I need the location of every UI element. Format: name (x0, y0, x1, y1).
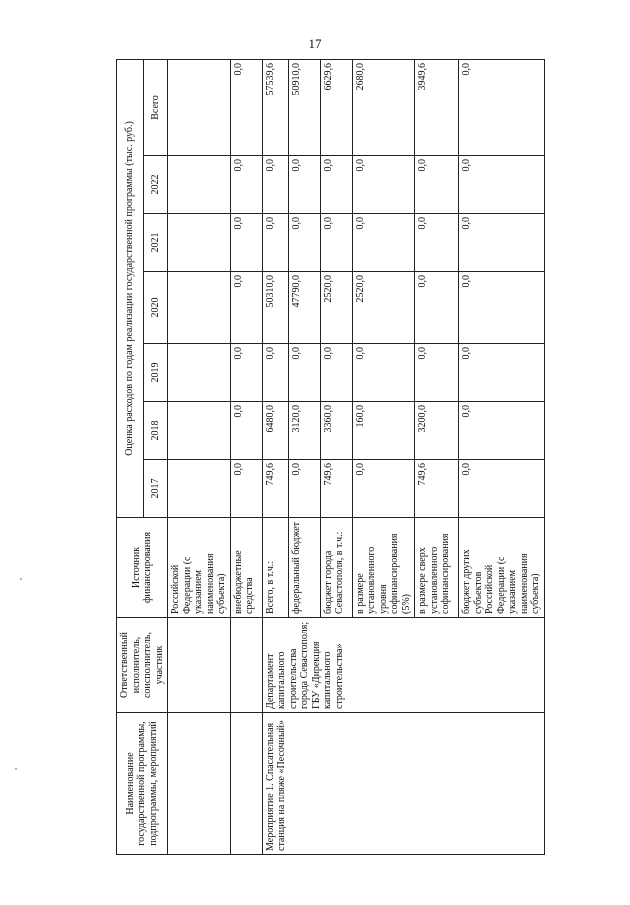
cell-responsible-empty (168, 618, 231, 713)
budget-table (116, 59, 545, 855)
table-row (168, 59, 231, 854)
cell-value: 0,0 (320, 156, 352, 214)
cell-value: 0,0 (415, 272, 459, 344)
cell-value: 0,0 (230, 344, 262, 402)
cell-value: 0,0 (459, 460, 545, 518)
cell-value: 57539,6 (262, 59, 288, 155)
cell-value: 0,0 (415, 156, 459, 214)
cell-value: 749,6 (320, 460, 352, 518)
cell-source: Всего, в т.ч.: (262, 518, 288, 618)
cell-value (168, 214, 231, 272)
table-row (230, 59, 262, 854)
cell-value: 0,0 (459, 344, 545, 402)
cell-value: 0,0 (459, 156, 545, 214)
header-year: 2021 (143, 214, 167, 272)
cell-value: 2680,0 (352, 59, 415, 155)
cell-value: 3949,6 (415, 59, 459, 155)
cell-value: 0,0 (459, 59, 545, 155)
cell-value: 0,0 (288, 460, 320, 518)
cell-source: бюджет других субъектов Российской Федерации (с указанием наименования субъекта) (459, 518, 545, 618)
cell-value: 3360,0 (320, 402, 352, 460)
cell-value: 0,0 (320, 344, 352, 402)
header-year: 2022 (143, 156, 167, 214)
measure-responsible: Департамент капитального строительства города Севастополя; ГБУ «Дирекция капитального строительства» (262, 618, 544, 713)
cell-value: 0,0 (352, 214, 415, 272)
cell-name-empty (168, 713, 231, 855)
cell-source: в размере сверх установленного софинансирования (415, 518, 459, 618)
cell-value: 0,0 (459, 402, 545, 460)
cell-value: 0,0 (415, 344, 459, 402)
cell-value: 6480,0 (262, 402, 288, 460)
header-year: 2017 (143, 460, 167, 518)
cell-value: 0,0 (352, 156, 415, 214)
cell-source: в размере установленного уровня софинансирования (5%) (352, 518, 415, 618)
cell-value: 0,0 (352, 344, 415, 402)
header-year: 2018 (143, 402, 167, 460)
cell-value (168, 272, 231, 344)
cell-source: внебюджетные средства (230, 518, 262, 618)
cell-value: 3200,0 (415, 402, 459, 460)
cell-value: 47790,0 (288, 272, 320, 344)
cell-value: 160,0 (352, 402, 415, 460)
table-row (262, 59, 288, 854)
header-responsible: Ответственный исполнитель, соисполнитель, участник (117, 618, 168, 713)
scan-speck (15, 768, 17, 770)
cell-value: 0,0 (288, 344, 320, 402)
cell-value: 50310,0 (262, 272, 288, 344)
cell-responsible-empty (230, 618, 262, 713)
cell-value: 0,0 (230, 156, 262, 214)
header-year: 2020 (143, 272, 167, 344)
cell-value (168, 460, 231, 518)
measure-name: Мероприятие 1. Спасательная станция на пляже «Песочный» (262, 713, 544, 855)
header-name: Наименование государственной программы, подпрограммы, мероприятий (117, 713, 168, 855)
cell-value: 749,6 (262, 460, 288, 518)
cell-value: 6629,6 (320, 59, 352, 155)
cell-value: 3120,0 (288, 402, 320, 460)
cell-value: 0,0 (230, 59, 262, 155)
cell-value: 0,0 (230, 214, 262, 272)
page-number: 17 (308, 36, 322, 51)
cell-value: 0,0 (230, 460, 262, 518)
cell-value: 0,0 (288, 214, 320, 272)
cell-value: 0,0 (262, 156, 288, 214)
cell-value: 0,0 (459, 214, 545, 272)
cell-source: Российской Федерации (с указанием наименования субъекта) (168, 518, 231, 618)
header-total: Всего (143, 59, 167, 155)
scan-speck (20, 578, 22, 580)
cell-name-empty (230, 713, 262, 855)
cell-source: бюджет города Севастополя, в т.ч.: (320, 518, 352, 618)
cell-value (168, 156, 231, 214)
rotated-table-area (116, 60, 541, 855)
header-year: 2019 (143, 344, 167, 402)
cell-value: 749,6 (415, 460, 459, 518)
cell-source: федеральный бюджет (288, 518, 320, 618)
cell-value: 0,0 (230, 402, 262, 460)
cell-value: 50910,0 (288, 59, 320, 155)
cell-value (168, 344, 231, 402)
cell-value (168, 59, 231, 155)
header-source: Источник финансирования (117, 518, 168, 618)
cell-value: 2520,0 (352, 272, 415, 344)
cell-value: 0,0 (230, 272, 262, 344)
cell-value: 0,0 (415, 214, 459, 272)
cell-value: 0,0 (262, 214, 288, 272)
cell-value: 0,0 (352, 460, 415, 518)
header-estimate: Оценка расходов по годам реализации государственной программы (тыс. руб.) (117, 59, 144, 517)
rotated-table (116, 60, 541, 855)
cell-value (168, 402, 231, 460)
cell-value: 0,0 (288, 156, 320, 214)
cell-value: 0,0 (262, 344, 288, 402)
cell-value: 2520,0 (320, 272, 352, 344)
cell-value: 0,0 (459, 272, 545, 344)
cell-value: 0,0 (320, 214, 352, 272)
